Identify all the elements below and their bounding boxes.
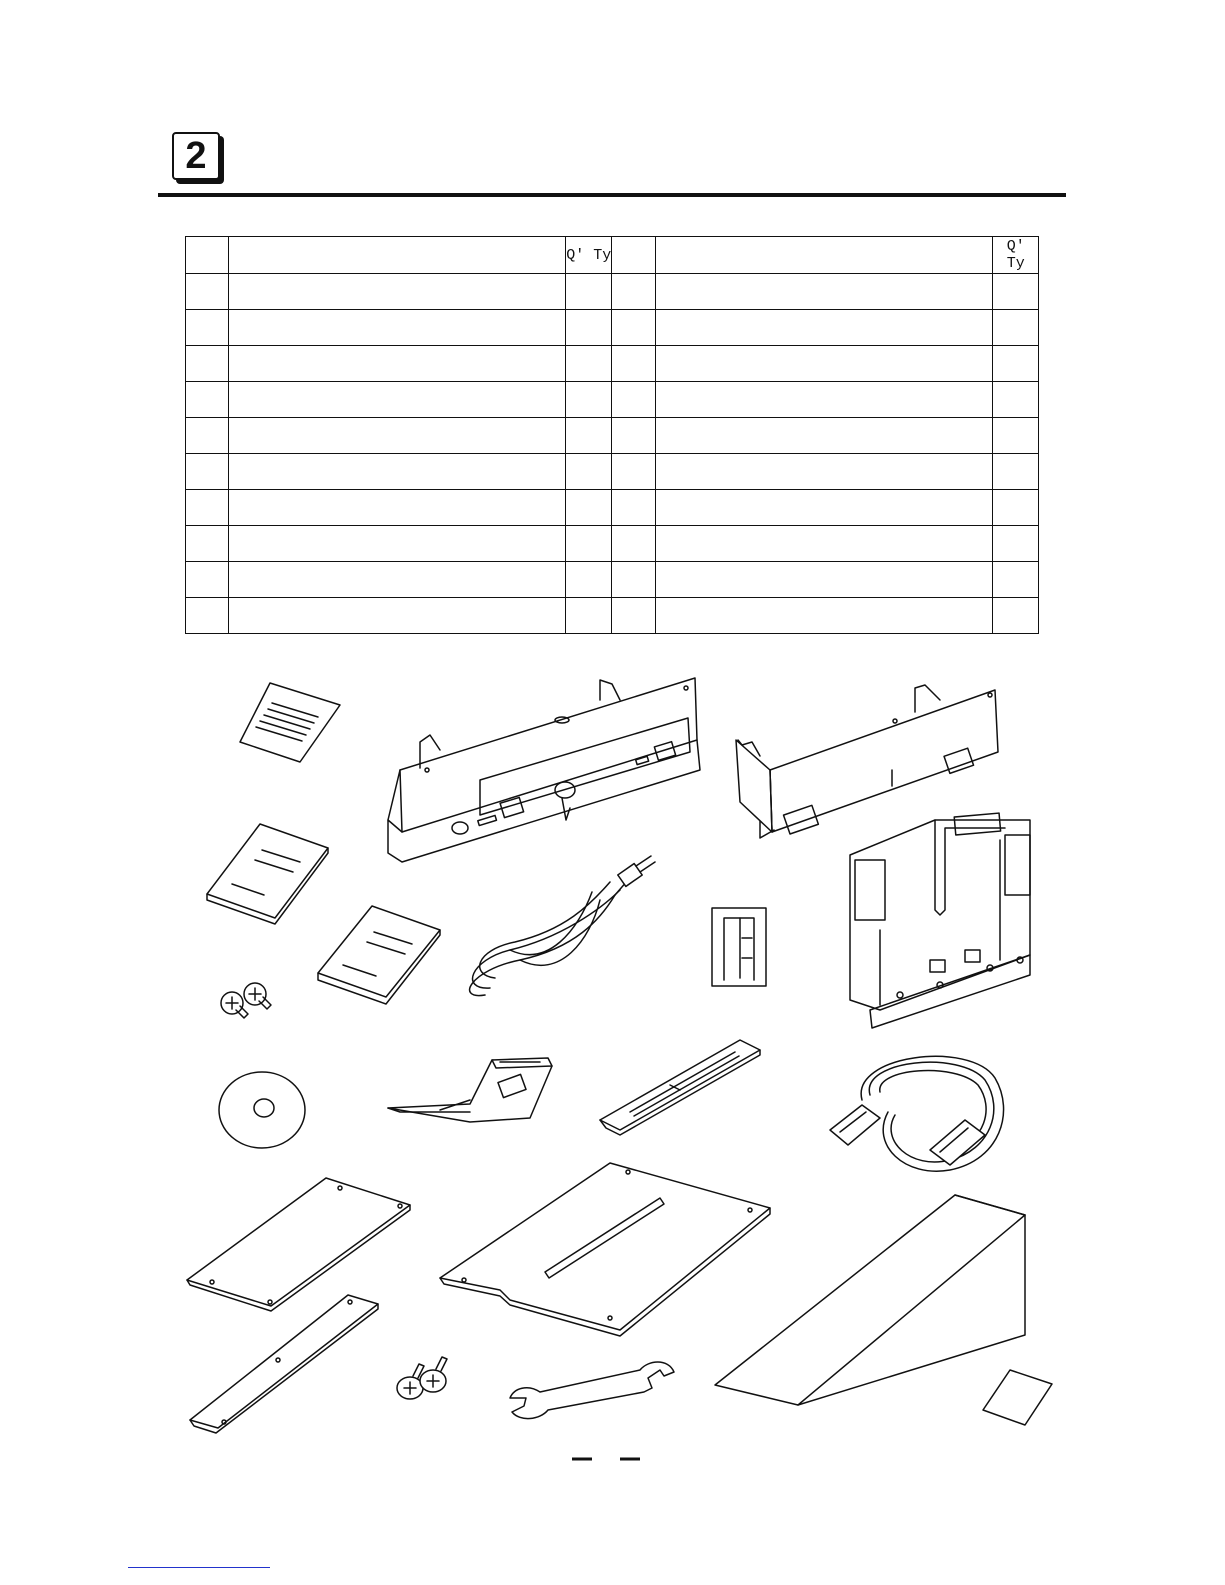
table-cell xyxy=(566,598,612,634)
table-cell xyxy=(655,598,993,634)
table-cell xyxy=(186,274,229,310)
table-cell xyxy=(655,382,993,418)
table-cell xyxy=(655,454,993,490)
table-cell xyxy=(655,526,993,562)
table-cell xyxy=(612,382,655,418)
table-cell xyxy=(566,382,612,418)
table-cell xyxy=(655,418,993,454)
table-row xyxy=(186,490,1039,526)
table-cell xyxy=(566,490,612,526)
guide-strip-icon xyxy=(600,1040,760,1135)
table-cell xyxy=(229,346,566,382)
cd-rom-icon xyxy=(219,1072,305,1148)
table-row xyxy=(186,454,1039,490)
side-plate-icon xyxy=(187,1178,410,1311)
table-cell xyxy=(229,562,566,598)
table-cell xyxy=(612,346,655,382)
manual-booklet-icon xyxy=(207,824,328,924)
qty-header-right: Q' Ty xyxy=(993,237,1039,274)
table-cell xyxy=(186,562,229,598)
table-cell xyxy=(229,454,566,490)
table-cell xyxy=(186,418,229,454)
instruction-sheet-icon xyxy=(240,683,340,762)
table-cell xyxy=(655,310,993,346)
table-cell xyxy=(655,562,993,598)
table-cell xyxy=(566,310,612,346)
rear-bracket-icon xyxy=(736,685,998,838)
table-cell xyxy=(566,526,612,562)
table-cell xyxy=(993,310,1039,346)
table-cell xyxy=(993,382,1039,418)
name-header-left xyxy=(229,237,566,274)
table-row xyxy=(186,310,1039,346)
table-cell xyxy=(229,598,566,634)
washer-screws-icon xyxy=(397,1357,447,1399)
table-cell xyxy=(993,562,1039,598)
table-cell xyxy=(186,382,229,418)
table-cell xyxy=(612,490,655,526)
table-cell xyxy=(229,274,566,310)
table-cell xyxy=(186,526,229,562)
table-cell xyxy=(229,310,566,346)
parts-list-table xyxy=(185,236,1039,634)
screws-icon xyxy=(221,983,271,1018)
no-header-right xyxy=(612,237,655,274)
narrow-plate-icon xyxy=(190,1295,378,1433)
section-number: 2 xyxy=(172,132,220,180)
section-number-badge xyxy=(172,132,224,186)
table-cell xyxy=(993,274,1039,310)
spanner-icon xyxy=(510,1362,674,1419)
footer-link-underline[interactable] xyxy=(128,1567,270,1568)
table-cell xyxy=(993,346,1039,382)
table-cell xyxy=(186,310,229,346)
table-row xyxy=(186,346,1039,382)
table-cell xyxy=(566,454,612,490)
table-row xyxy=(186,274,1039,310)
name-header-right xyxy=(655,237,993,274)
connector-bracket-icon xyxy=(388,1058,552,1122)
qty-header-left: Q' Ty xyxy=(566,237,612,274)
footer-marks xyxy=(0,1455,1225,1475)
table-cell xyxy=(993,526,1039,562)
table-cell xyxy=(229,526,566,562)
table-row xyxy=(186,382,1039,418)
interface-cable-icon xyxy=(830,1056,1004,1171)
table-cell xyxy=(655,274,993,310)
table-cell xyxy=(566,562,612,598)
parts-illustrations xyxy=(0,660,1225,1490)
no-header-left xyxy=(186,237,229,274)
table-cell xyxy=(612,418,655,454)
table-cell xyxy=(993,418,1039,454)
table-row xyxy=(186,562,1039,598)
table-row xyxy=(186,526,1039,562)
table-cell xyxy=(993,598,1039,634)
table-cell xyxy=(566,346,612,382)
feeder-assembly-icon xyxy=(850,813,1030,1028)
table-cell xyxy=(612,454,655,490)
power-cord-icon xyxy=(470,856,655,996)
table-cell xyxy=(993,454,1039,490)
table-cell xyxy=(186,490,229,526)
base-plate-icon xyxy=(440,1163,770,1336)
table-header-row xyxy=(186,237,1039,274)
table-cell xyxy=(186,598,229,634)
table-cell xyxy=(229,382,566,418)
table-cell xyxy=(612,562,655,598)
table-cell xyxy=(612,310,655,346)
table-cell xyxy=(993,490,1039,526)
table-cell xyxy=(612,598,655,634)
table-row xyxy=(186,418,1039,454)
stacker-tray-icon xyxy=(715,1195,1025,1405)
label-card-icon xyxy=(712,908,766,986)
front-bracket-icon xyxy=(388,678,700,862)
heading-rule xyxy=(158,193,1066,197)
table-cell xyxy=(655,490,993,526)
small-label-icon xyxy=(983,1370,1052,1425)
table-cell xyxy=(612,526,655,562)
second-booklet-icon xyxy=(318,906,440,1004)
table-cell xyxy=(229,490,566,526)
table-cell xyxy=(566,274,612,310)
table-cell xyxy=(186,346,229,382)
table-cell xyxy=(612,274,655,310)
table-cell xyxy=(655,346,993,382)
table-row xyxy=(186,598,1039,634)
table-cell xyxy=(229,418,566,454)
table-cell xyxy=(566,418,612,454)
table-cell xyxy=(186,454,229,490)
